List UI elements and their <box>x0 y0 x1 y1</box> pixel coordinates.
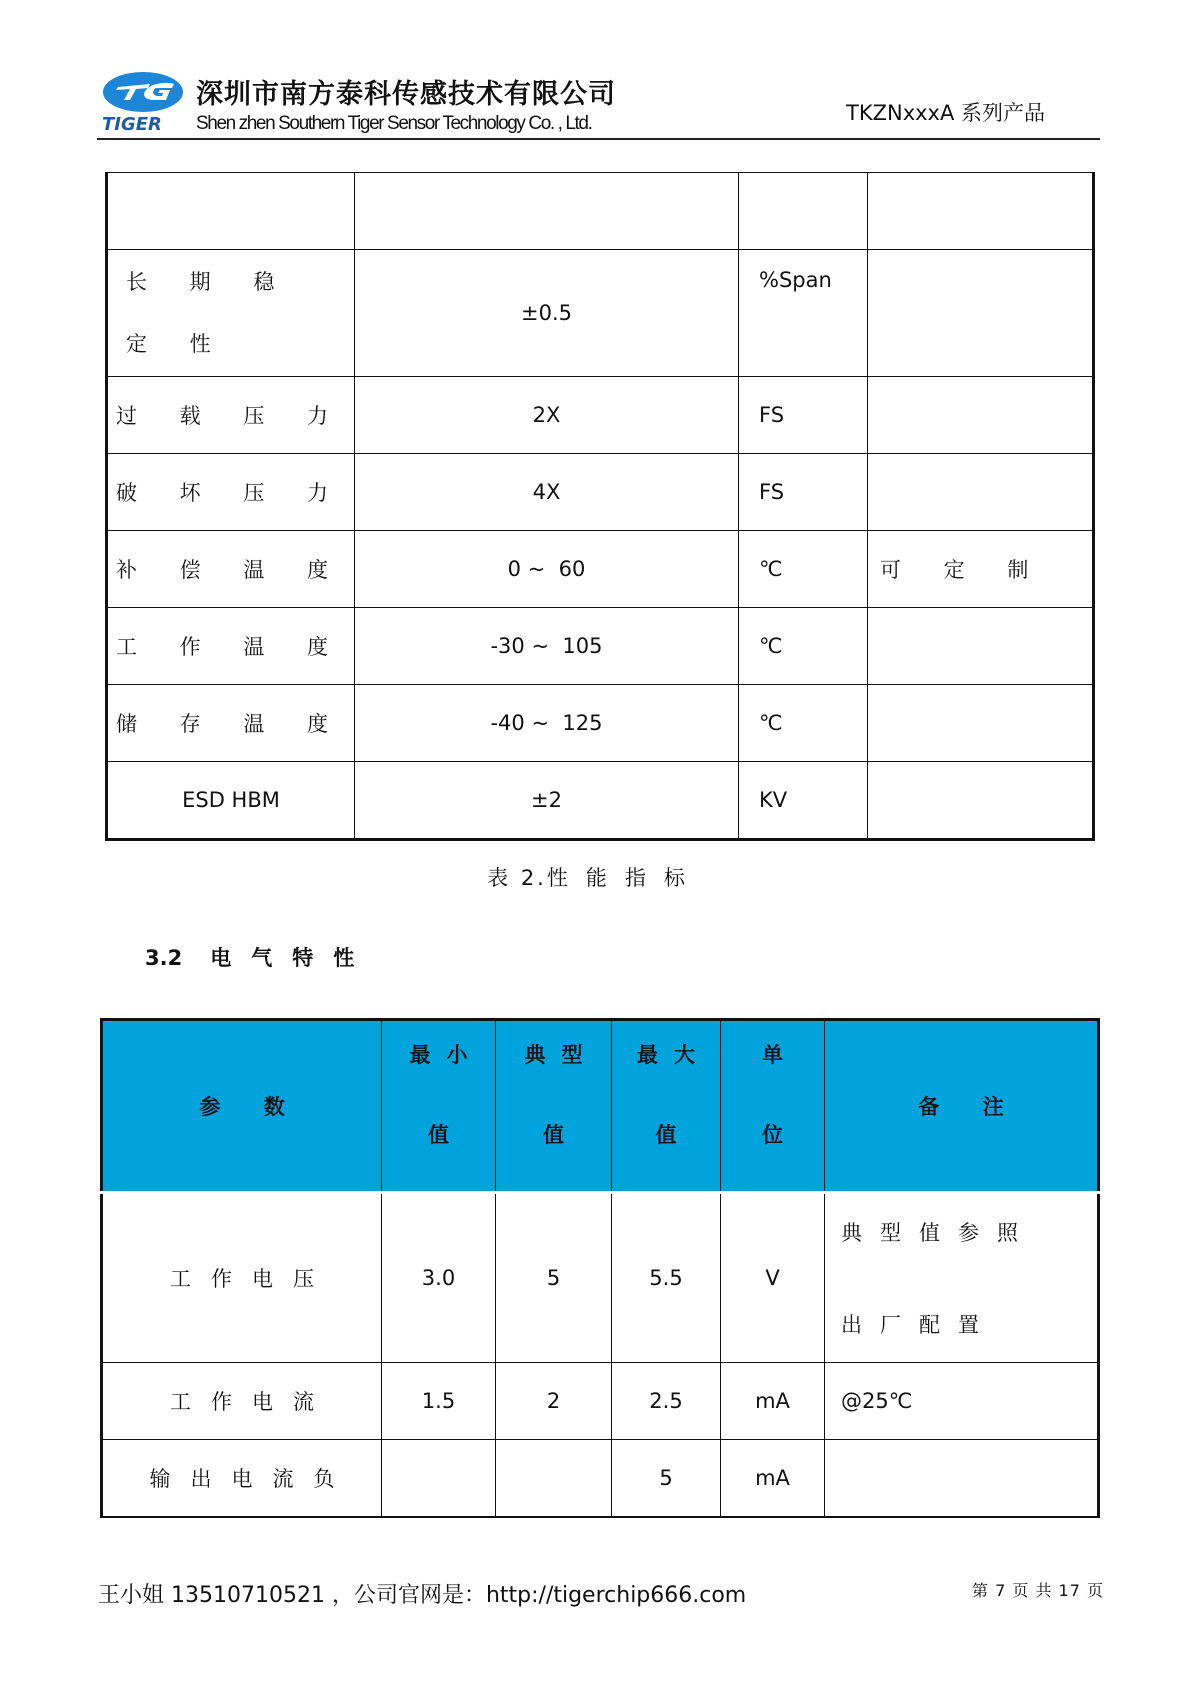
value-cell: -40 ~ 125 <box>355 685 739 762</box>
header-typ <box>496 1020 612 1193</box>
max-cell: 5 <box>612 1440 721 1518</box>
header-min <box>382 1020 496 1193</box>
section-heading <box>145 942 374 972</box>
table-row <box>107 173 1094 250</box>
value-cell: -30 ~ 105 <box>355 608 739 685</box>
performance-table <box>105 172 1095 841</box>
header-unit-line1: 单 <box>762 1043 783 1067</box>
note-cell <box>868 454 1094 531</box>
note-cell <box>825 1440 1099 1518</box>
header-unit <box>721 1020 825 1193</box>
unit-cell: V <box>721 1193 825 1363</box>
note-cell <box>868 608 1094 685</box>
caption-prefix: 表 2. <box>487 866 547 890</box>
table-row <box>107 608 1094 685</box>
note-cell <box>868 762 1094 840</box>
param-cell: 工作电流 <box>102 1363 382 1440</box>
unit-cell: %Span <box>739 250 868 377</box>
footer-contact: 王小姐 13510710521 ，公司官网是：http://tigerchip666.com <box>98 1583 747 1608</box>
value-cell: ±2 <box>355 762 739 840</box>
param-cell <box>107 173 355 250</box>
param-cell: 储 存 温 度 <box>107 685 355 762</box>
header-min-line2: 值 <box>428 1123 449 1147</box>
company-name-en: Shen zhen Southern Tiger Sensor Technology Co. , Ltd. <box>196 113 592 134</box>
product-line-title: TKZNxxxA 系列产品 <box>846 101 1046 125</box>
company-logo <box>100 70 186 134</box>
table-row <box>107 377 1094 454</box>
param-cell: 过 载 压 力 <box>107 377 355 454</box>
value-cell: 0 ~ 60 <box>355 531 739 608</box>
unit-cell: KV <box>739 762 868 840</box>
max-cell: 2.5 <box>612 1363 721 1440</box>
header-max-line1: 最大 <box>637 1043 711 1067</box>
header-typ-line1: 典型 <box>524 1043 599 1067</box>
note-cell: 可 定 制 <box>868 531 1094 608</box>
header-max-line2: 值 <box>655 1123 677 1147</box>
header-divider <box>97 138 1100 140</box>
value-cell <box>355 173 739 250</box>
header-min-line1: 最小 <box>409 1043 484 1067</box>
note-cell <box>868 173 1094 250</box>
unit-cell: mA <box>721 1440 825 1518</box>
unit-cell: ℃ <box>739 685 868 762</box>
header-typ-line2: 值 <box>543 1123 564 1147</box>
note-line2: 出厂配置 <box>841 1313 997 1337</box>
param-cell: 破 坏 压 力 <box>107 454 355 531</box>
unit-cell: ℃ <box>739 608 868 685</box>
typ-cell: 5 <box>496 1193 612 1363</box>
table-row <box>102 1440 1099 1518</box>
table-row <box>107 531 1094 608</box>
unit-cell: FS <box>739 377 868 454</box>
header-param: 参 数 <box>102 1020 382 1193</box>
param-cell: ESD HBM <box>107 762 355 840</box>
typ-cell: 2 <box>496 1363 612 1440</box>
unit-cell: mA <box>721 1363 825 1440</box>
header-unit-line2: 位 <box>762 1123 783 1147</box>
table-row <box>107 762 1094 840</box>
table-row <box>102 1363 1099 1440</box>
note-cell: @25℃ <box>825 1363 1099 1440</box>
section-number: 3.2 <box>145 946 183 970</box>
electrical-table <box>100 1018 1100 1518</box>
logo-wordmark: TIGER <box>102 114 162 134</box>
min-cell <box>382 1440 496 1518</box>
max-cell: 5.5 <box>612 1193 721 1363</box>
table-row <box>107 454 1094 531</box>
table-header-row <box>102 1020 1099 1193</box>
table-caption <box>0 862 1190 892</box>
header-max <box>612 1020 721 1193</box>
note-cell <box>868 377 1094 454</box>
value-cell: 2X <box>355 377 739 454</box>
unit-cell: FS <box>739 454 868 531</box>
note-cell <box>868 685 1094 762</box>
min-cell: 3.0 <box>382 1193 496 1363</box>
note-line1: 典型值参照 <box>841 1221 1036 1245</box>
note-cell <box>825 1193 1099 1363</box>
table-row <box>107 685 1094 762</box>
value-cell: ±0.5 <box>355 250 739 377</box>
page-number: 第 7 页 共 17 页 <box>972 1581 1104 1600</box>
table-row <box>107 250 1094 377</box>
caption-label: 性能指标 <box>546 866 703 890</box>
note-cell <box>868 250 1094 377</box>
table-row <box>102 1193 1099 1363</box>
section-title: 电气特性 <box>210 946 375 970</box>
param-cell: 长 期 稳 定 性 <box>107 250 355 377</box>
unit-cell: ℃ <box>739 531 868 608</box>
unit-cell <box>739 173 868 250</box>
header-note: 备 注 <box>825 1020 1099 1193</box>
company-name-cn: 深圳市南方泰科传感技术有限公司 <box>196 79 616 110</box>
min-cell: 1.5 <box>382 1363 496 1440</box>
param-cell: 补 偿 温 度 <box>107 531 355 608</box>
typ-cell <box>496 1440 612 1518</box>
value-cell: 4X <box>355 454 739 531</box>
param-cell: 工 作 温 度 <box>107 608 355 685</box>
param-cell: 工作电压 <box>102 1193 382 1363</box>
param-cell: 输出电流负 <box>102 1440 382 1518</box>
